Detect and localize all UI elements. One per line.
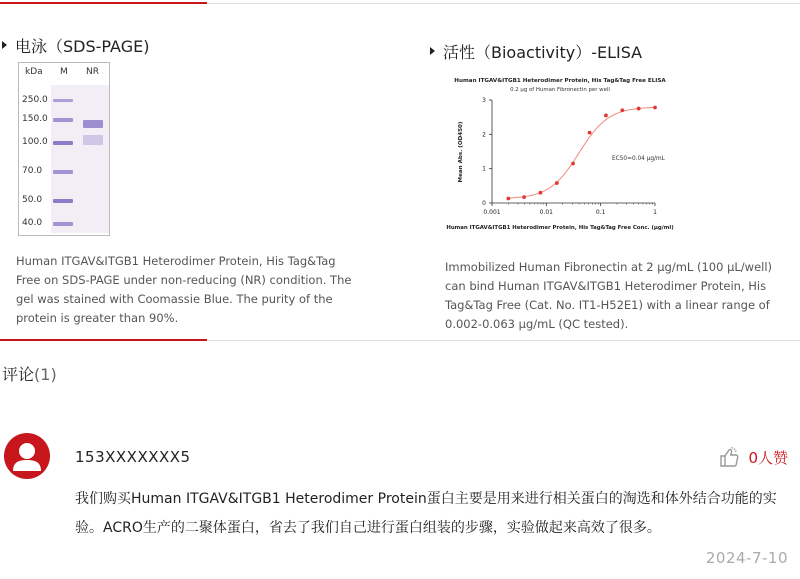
sds-page-caption: Human ITGAV&ITGB1 Heterodimer Protein, His Tag&Tag Free on SDS-PAGE under non-reducing (NR) condition. The gel was stained with Coomassie Blue. The purity of the protein is greater than 90%.	[16, 254, 352, 325]
gel-mw-label: 150.0	[22, 114, 48, 124]
user-avatar-icon	[4, 433, 50, 479]
marker-band	[53, 199, 73, 203]
marker-band	[53, 118, 73, 122]
marker-band	[53, 222, 73, 226]
comment-body: 我们购买Human ITGAV&ITGB1 Heterodimer Protein蛋白主要是用来进行相关蛋白的淘选和体外结合功能的实验。ACRO生产的二聚体蛋白，省去了我们自己进行蛋白组装的步骤，实验做起来高效了很多。	[75, 491, 777, 536]
x-tick-label: 0.1	[595, 209, 606, 216]
top-divider	[0, 3, 800, 4]
elisa-title-text: 活性（Bioactivity）-ELISA	[443, 43, 643, 62]
elisa-chart	[440, 72, 680, 234]
comments-header	[2, 362, 57, 385]
like-count: 0人赞	[748, 448, 788, 467]
like-button[interactable]	[718, 446, 788, 468]
sds-page-title	[2, 34, 149, 57]
gel-marker-lane-label: M	[60, 67, 68, 77]
gel-mw-label: 70.0	[22, 166, 43, 176]
y-tick-label: 2	[482, 131, 486, 139]
gel-nr-lane-label: NR	[86, 67, 99, 77]
sds-gel-image	[18, 62, 110, 236]
gel-mw-label: 250.0	[22, 95, 48, 105]
data-point	[506, 197, 510, 201]
x-tick-label: 1	[653, 209, 657, 216]
elisa-caption: Immobilized Human Fibronectin at 2 μg/mL (100 μL/well) can bind Human ITGAV&ITGB1 Heterodimer Protein, His Tag&Tag Free (Cat. No. IT1-H52E1) with a linear range of 0.002-0.063 μg/mL (QC tested).	[445, 260, 773, 331]
ec50-annotation: EC50=0.04 μg/mL	[612, 156, 665, 162]
comment-date: 2024-7-10	[705, 549, 788, 567]
x-tick-label: 0.001	[483, 209, 501, 216]
marker-band	[53, 170, 73, 174]
comment-username: 153XXXXXXX5	[75, 448, 191, 466]
bullet-triangle-icon	[430, 47, 435, 55]
elisa-title	[430, 40, 642, 63]
sample-band	[83, 135, 103, 145]
data-point	[555, 181, 559, 185]
data-point	[522, 195, 526, 199]
fit-curve	[507, 107, 655, 198]
sample-band	[83, 120, 103, 128]
gel-lanes	[51, 85, 109, 233]
data-point	[653, 106, 657, 110]
marker-band	[53, 99, 73, 102]
data-point	[604, 114, 608, 118]
y-axis-label: Mean Abs. (OD450)	[458, 121, 464, 183]
comments-count: (1)	[34, 365, 57, 384]
data-point	[620, 108, 624, 112]
section-divider	[0, 340, 800, 341]
bullet-triangle-icon	[2, 41, 7, 49]
data-point	[588, 131, 592, 135]
y-tick-label: 1	[482, 165, 486, 173]
section-divider-accent	[0, 339, 207, 341]
gel-mw-label: 40.0	[22, 218, 43, 228]
data-point	[571, 162, 575, 166]
gel-mw-label: 100.0	[22, 137, 48, 147]
chart-subtitle: 0.2 μg of Human Fibronectin per well	[510, 87, 610, 93]
x-axis-label: Human ITGAV&ITGB1 Heterodimer Protein, His Tag&Tag Free Conc. (μg/ml)	[446, 225, 674, 231]
data-point	[637, 107, 641, 111]
gel-kda-label: kDa	[25, 67, 43, 77]
marker-band	[53, 141, 73, 145]
gel-mw-label: 50.0	[22, 195, 43, 205]
y-tick-label: 3	[482, 97, 486, 104]
data-point	[539, 191, 543, 195]
x-tick-label: 0.01	[539, 209, 554, 216]
thumbs-up-icon	[718, 446, 740, 468]
top-divider-accent	[0, 2, 207, 4]
chart-title: Human ITGAV&ITGB1 Heterodimer Protein, His Tag&Tag Free ELISA	[454, 78, 666, 84]
sds-page-title-text: 电泳（SDS-PAGE)	[15, 37, 150, 56]
comments-title: 评论	[2, 365, 35, 384]
y-tick-label: 0	[482, 200, 486, 207]
